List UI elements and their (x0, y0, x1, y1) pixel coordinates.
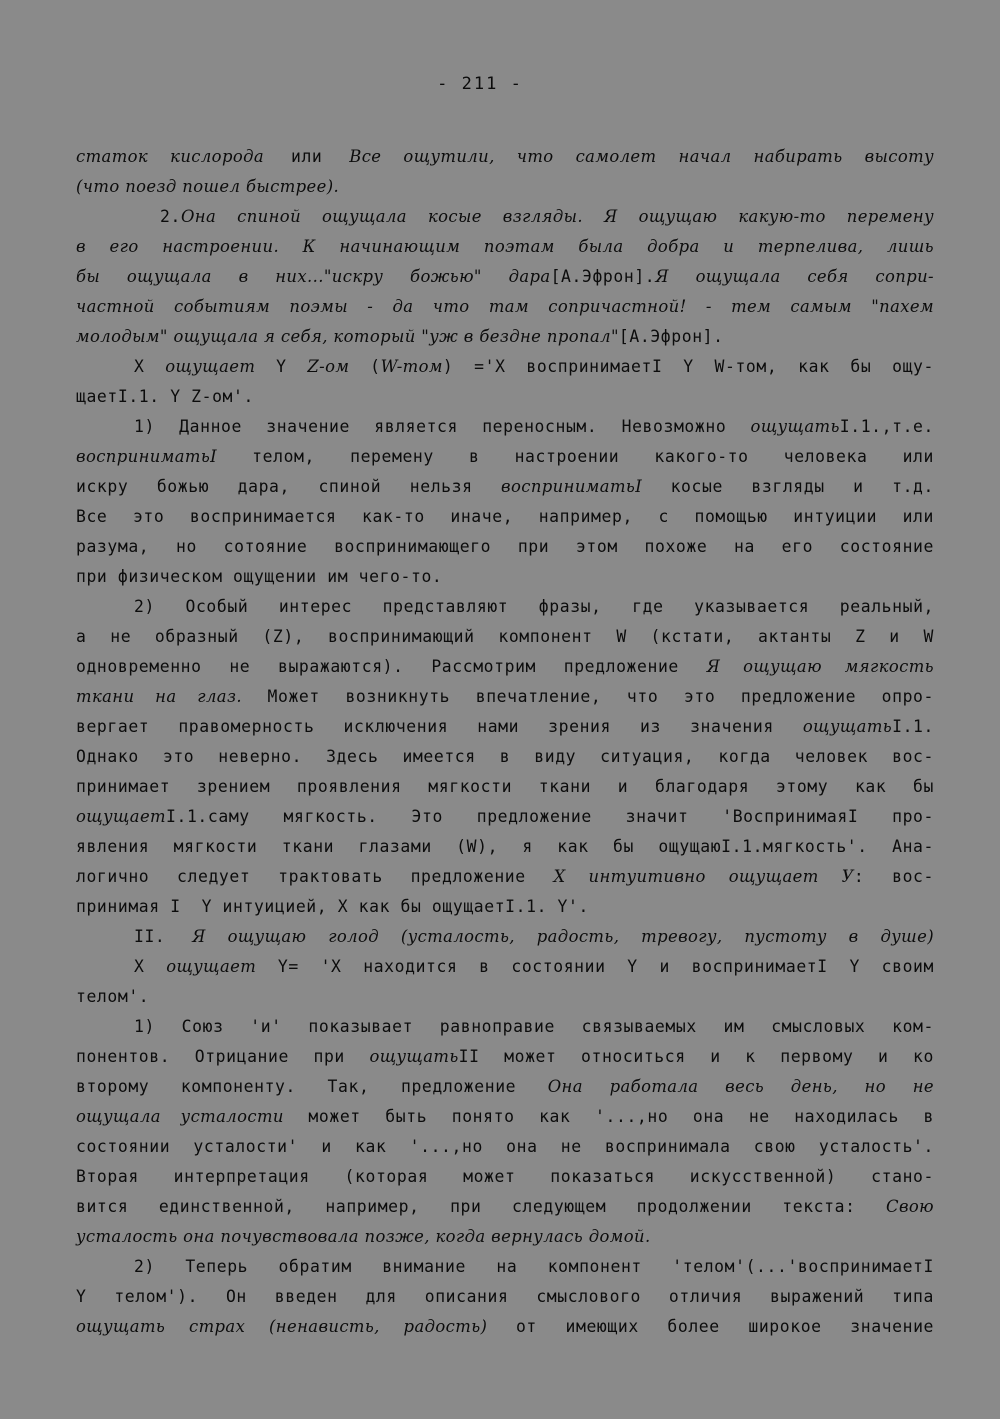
text-line (76, 742, 934, 772)
italic-text: ощущать страх (ненависть, радость) (76, 1317, 488, 1336)
italic-text: (что поезд пошел быстрее). (76, 177, 340, 196)
text-segment: Y (255, 357, 308, 376)
text-line (76, 1282, 934, 1312)
text-line (76, 262, 934, 292)
text-line (76, 172, 934, 202)
text-segment: X (134, 957, 167, 976)
text-line (76, 1042, 934, 1072)
text-segment: X (134, 357, 166, 376)
text-line (76, 622, 934, 652)
text-line (76, 532, 934, 562)
italic-text: Я ощущала себя сопри- (655, 267, 934, 286)
text-line (76, 1312, 934, 1342)
italic-text: частной событиям поэмы - да что там сопричастной! - тем самым "пахем (76, 297, 934, 316)
text-segment: явления мягкости ткани глазами (W), я как бы ощущаюI.1.мягкость'. Ана- (76, 837, 934, 856)
page-number: - 211 - (437, 74, 523, 94)
text-line (76, 652, 934, 682)
text-line (76, 292, 934, 322)
italic-text: Я ощущаю мягкость (706, 657, 934, 676)
text-line (76, 712, 934, 742)
text-segment: при физическом ощущении им чего-то. (76, 567, 443, 586)
text-segment: Y= 'X находится в состоянии Y и воспринимаетI Y своим (256, 957, 934, 976)
text-segment: состоянии усталости' и как '...,но она не воспринимала свою усталость'. (76, 1137, 934, 1156)
text-line (76, 952, 934, 982)
text-segment: ( (349, 357, 381, 376)
text-line (76, 1012, 934, 1042)
text-line (76, 322, 934, 352)
text-line (76, 982, 934, 1012)
italic-text: X интуитивно ощущает У (553, 867, 854, 886)
italic-text: восприниматьI (501, 477, 643, 496)
text-segment: : вос- (853, 867, 934, 886)
italic-text: W-том (380, 357, 443, 376)
text-line (76, 772, 934, 802)
text-segment: или (264, 147, 350, 166)
text-line (76, 1102, 934, 1132)
italic-text: Она работала весь день, но не (547, 1077, 934, 1096)
italic-text: бы ощущала в них..."искру божью" дара (76, 267, 551, 286)
text-segment: Все это воспринимается как-то иначе, например, с помощью интуиции или (76, 507, 934, 526)
text-segment: принимает зрением проявления мягкости ткани и благодаря этому как бы (76, 777, 934, 796)
text-segment: Вторая интерпретация (которая может показаться искусственной) стано- (76, 1167, 934, 1186)
text-segment: I.1.саму мягкость. Это предложение значит 'ВоспринимаяI про- (166, 807, 934, 826)
italic-text: Она спиной ощущала косые взгляды. Я ощущаю какую-то перемену (180, 207, 934, 226)
text-line (76, 1072, 934, 1102)
text-segment: а не образный (Z), воспринимающий компонент W (кстати, актанты Z и W (76, 627, 934, 646)
text-line (76, 382, 934, 412)
text-segment: I.1. (892, 717, 934, 736)
text-line (76, 862, 934, 892)
text-line (76, 922, 934, 952)
italic-text: Все ощутили, что самолет начал набирать высоту (349, 147, 934, 166)
italic-text: ощущать (369, 1047, 459, 1066)
italic-text: ощущает (165, 357, 256, 376)
text-segment: вергает правомерность исключения нами зрения из значения (76, 717, 803, 736)
text-segment: Y телом'). Он введен для описания смыслового отличия выражений типа (76, 1287, 934, 1306)
text-segment: [А.Эфрон]. (618, 327, 724, 346)
text-segment: телом, перемену в настроении какого-то человека или (217, 447, 934, 466)
text-segment: Однако это неверно. Здесь имеется в виду ситуация, когда человек вос- (76, 747, 934, 766)
text-segment: понентов. Отрицание при (76, 1047, 370, 1066)
italic-text: молодым" ощущала я себя, который "уж в бездне пропал" (76, 327, 619, 346)
text-segment: ) ='X воспринимаетI Y W-том, как бы ощу- (442, 357, 934, 376)
text-line (76, 472, 934, 502)
text-line (76, 502, 934, 532)
text-segment: I.1.,т.е. (839, 417, 934, 436)
text-line (76, 1132, 934, 1162)
text-segment: 1) Данное значение является переносным. Невозможно (134, 417, 751, 436)
text-segment: от имеющих более широкое значение (487, 1317, 935, 1336)
text-line (76, 202, 934, 232)
text-segment: телом'. (76, 987, 150, 1006)
text-segment: вится единственной, например, при следующем продолжении текста: (76, 1197, 887, 1216)
italic-text: статок кислорода (76, 147, 265, 166)
text-segment: 2) Теперь обратим внимание на компонент 'телом'(...'воспринимаетI (134, 1257, 934, 1276)
body-text (76, 142, 934, 1342)
text-line (76, 892, 934, 922)
italic-text: ощущает (166, 957, 257, 976)
italic-text: ткани на глаз. (76, 687, 242, 706)
text-line (76, 232, 934, 262)
italic-text: в его настроении. К начинающим поэтам была добра и терпелива, лишь (76, 237, 934, 256)
text-line (76, 802, 934, 832)
text-line (76, 832, 934, 862)
text-segment: косые взгляды и т.д. (642, 477, 934, 496)
text-segment: 1) Союз 'и' показывает равноправие связываемых им смысловых ком- (134, 1017, 934, 1036)
text-line (76, 562, 934, 592)
text-line (76, 1222, 934, 1252)
text-line (76, 1162, 934, 1192)
italic-text: ощущать (750, 417, 840, 436)
text-segment: 2. (160, 207, 181, 226)
text-segment: II. (134, 927, 193, 946)
text-segment: 2) Особый интерес представляют фразы, где указывается реальный, (134, 597, 934, 616)
italic-text: ощущала усталости (76, 1107, 284, 1126)
italic-text: ощущает (76, 807, 167, 826)
text-line (76, 142, 934, 172)
text-line (76, 1192, 934, 1222)
italic-text: усталость она почувствовала позже, когда вернулась домой. (76, 1227, 651, 1246)
text-segment: разума, но сотояние воспринимающего при этом похоже на его состояние (76, 537, 934, 556)
italic-text: Z-ом (307, 357, 350, 376)
italic-text: восприниматьI (76, 447, 218, 466)
text-line (76, 592, 934, 622)
text-segment: II может относиться и к первому и ко (458, 1047, 934, 1066)
text-line (76, 412, 934, 442)
text-segment: Может возникнуть впечатление, что это предложение опро- (241, 687, 934, 706)
text-line (76, 352, 934, 382)
text-segment: щаетI.1. Y Z-ом'. (76, 387, 254, 406)
text-line (76, 682, 934, 712)
italic-text: Я ощущаю голод (усталость, радость, тревогу, пустоту в душе) (192, 927, 934, 946)
italic-text: ощущать (802, 717, 893, 736)
text-segment: [А.Эфрон]. (550, 267, 656, 286)
text-segment: может быть понято как '...,но она не находилась в (283, 1107, 935, 1126)
italic-text: Свою (886, 1197, 934, 1216)
text-segment: одновременно не выражаются). Рассмотрим предложение (76, 657, 707, 676)
text-segment: принимая I Y интуицией, X как бы ощущаетI.1. Y'. (76, 897, 589, 916)
text-segment: второму компоненту. Так, предложение (76, 1077, 548, 1096)
text-line (76, 442, 934, 472)
text-line (76, 1252, 934, 1282)
text-segment: логично следует трактовать предложение (76, 867, 554, 886)
text-segment: искру божью дара, спиной нельзя (76, 477, 502, 496)
